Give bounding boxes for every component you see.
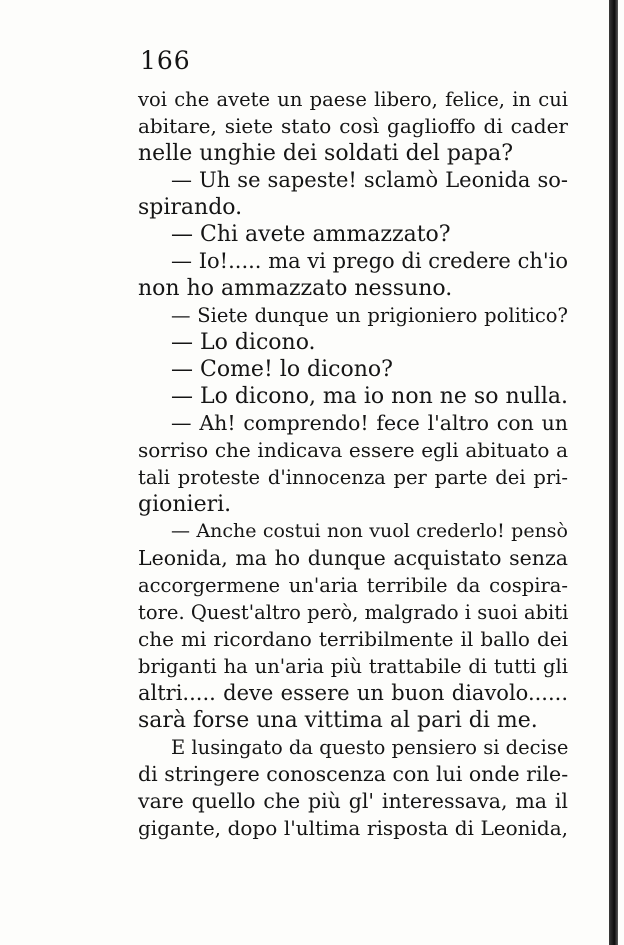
text-line: che mi ricordano terribilmente il ballo dei: [138, 627, 568, 651]
text-line: — Lo dicono.: [171, 330, 316, 355]
text-line: — Siete dunque un prigioniero politico?: [171, 304, 568, 327]
page-number: 166: [140, 46, 191, 75]
text-line: tore. Quest'altro però, malgrado i suoi abiti: [138, 601, 569, 624]
text-line: di stringere conoscenza con lui onde rile-: [138, 762, 569, 786]
text-line: — Uh se sapeste! sclamò Leonida so-: [171, 168, 568, 192]
text-line: — Chi avete ammazzato?: [171, 222, 451, 247]
text-line: abitare, siete stato così gaglioffo di cader: [138, 114, 568, 138]
text-line: gionieri.: [138, 492, 232, 517]
text-line: sarà forse una vittima al pari di me.: [138, 708, 538, 733]
text-line: briganti ha un'aria più trattabile di tutti gli: [138, 655, 568, 678]
text-line: Leonida, ma ho dunque acquistato senza: [138, 546, 568, 570]
text-line: — Anche costui non vuol crederlo! pensò: [171, 520, 568, 542]
text-line: voi che avete un paese libero, felice, in cui: [138, 88, 568, 111]
text-line: tali proteste d'innocenza per parte dei pri-: [138, 466, 568, 489]
text-line: gigante, dopo l'ultima risposta di Leonida,: [138, 816, 568, 840]
text-line: altri..... deve essere un buon diavolo......: [138, 681, 568, 705]
text-line: vare quello che più gl' interessava, ma il: [138, 789, 568, 813]
text-line: sorriso che indicava essere egli abituato a: [138, 438, 568, 462]
text-line: non ho ammazzato nessuno.: [138, 276, 453, 301]
text-line: — Io!..... ma vi prego di credere ch'io: [171, 249, 568, 273]
text-line: nelle unghie dei soldati del papa?: [138, 141, 514, 166]
text-line: — Come! lo dicono?: [171, 357, 393, 382]
text-line: accorgermene un'aria terribile da cospira-: [138, 574, 568, 597]
text-line: — Ah! comprendo! fece l'altro con un: [171, 411, 568, 435]
body-text: [138, 86, 568, 842]
text-line: spirando.: [138, 195, 243, 220]
text-line: — Lo dicono, ma io non ne so nulla.: [171, 384, 568, 409]
book-spine-edge: [609, 0, 618, 945]
text-line: E lusingato da questo pensiero si decise: [171, 736, 569, 759]
